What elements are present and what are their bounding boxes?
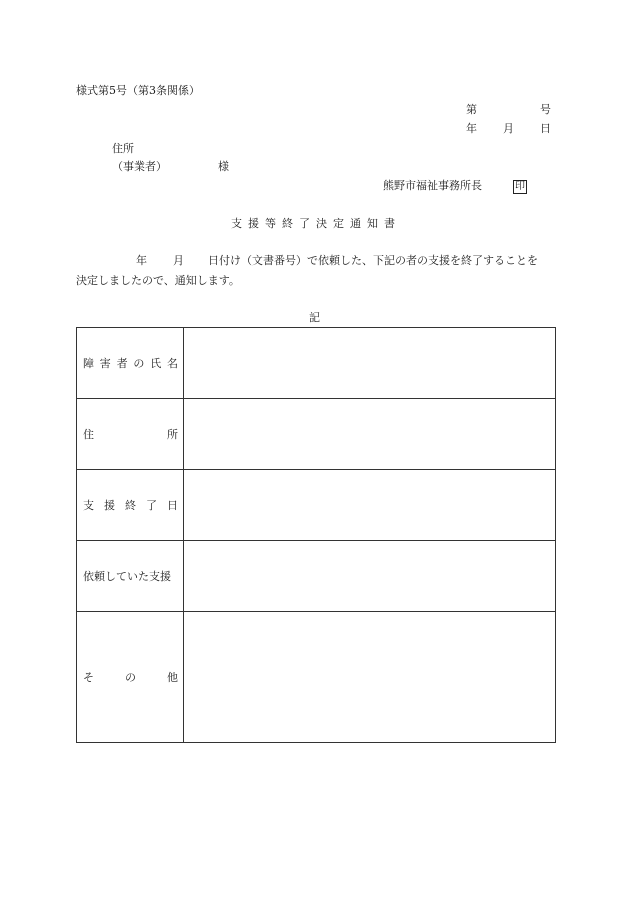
date-day: 日: [540, 122, 551, 135]
label-char: 援: [104, 499, 115, 512]
issue-date: [466, 122, 551, 136]
value-cell: [184, 399, 556, 470]
row-label: 依頼していた支援: [83, 570, 171, 583]
value-cell: [184, 612, 556, 743]
recipient-address-label: 住所: [112, 142, 134, 155]
row-label: [77, 355, 183, 371]
seal-stamp: 印: [515, 181, 525, 192]
body-month: 月: [173, 254, 184, 267]
value-cell: [184, 328, 556, 399]
recipient-honorific: 様: [218, 160, 229, 173]
ki-heading: 記: [309, 311, 320, 324]
date-month: 月: [503, 122, 514, 135]
value-cell: [184, 541, 556, 612]
label-char: 住: [83, 428, 94, 441]
label-char: 他: [167, 671, 178, 684]
row-label-cell: [77, 612, 184, 743]
doc-number-suffix: 号: [540, 103, 551, 116]
row-label-cell: [77, 328, 184, 399]
table-row: [77, 470, 556, 541]
doc-number-prefix: 第: [466, 103, 477, 116]
label-char: 日: [167, 499, 178, 512]
table-row: [77, 399, 556, 470]
label-char: そ: [83, 671, 94, 684]
form-reference: 様式第5号（第3条関係）: [76, 84, 200, 97]
record-table: [76, 327, 556, 743]
issuer-name: 熊野市福祉事務所長: [383, 179, 482, 192]
table-row: [77, 541, 556, 612]
body-line2: 決定しましたので、通知します。: [76, 274, 240, 287]
row-label-cell: [77, 541, 184, 612]
label-char: 障: [83, 357, 94, 370]
label-char: 所: [167, 428, 178, 441]
date-year: 年: [466, 122, 477, 135]
label-char: の: [133, 357, 145, 370]
row-label: [77, 426, 183, 442]
row-label: [77, 669, 183, 685]
table-row: [77, 612, 556, 743]
label-char: の: [125, 671, 136, 684]
row-label-cell: [77, 399, 184, 470]
value-cell: [184, 470, 556, 541]
label-char: 支: [83, 499, 94, 512]
recipient-business-label: （事業者）: [112, 160, 167, 173]
row-label-cell: [77, 470, 184, 541]
label-char: 終: [125, 499, 136, 512]
issuer-seal: [513, 179, 527, 194]
body-line1: 日付け（文書番号）で依頼した、下記の者の支援を終了することを: [208, 254, 538, 267]
label-char: 者: [116, 357, 128, 370]
row-label: [77, 497, 183, 513]
document-title: 支援等終了決定通知書: [231, 217, 401, 230]
label-char: 了: [146, 499, 157, 512]
table-row: [77, 328, 556, 399]
label-char: 害: [99, 357, 111, 370]
document-number: [466, 103, 551, 117]
label-char: 名: [166, 357, 178, 370]
body-year: 年: [136, 254, 147, 267]
label-char: 氏: [150, 357, 162, 370]
